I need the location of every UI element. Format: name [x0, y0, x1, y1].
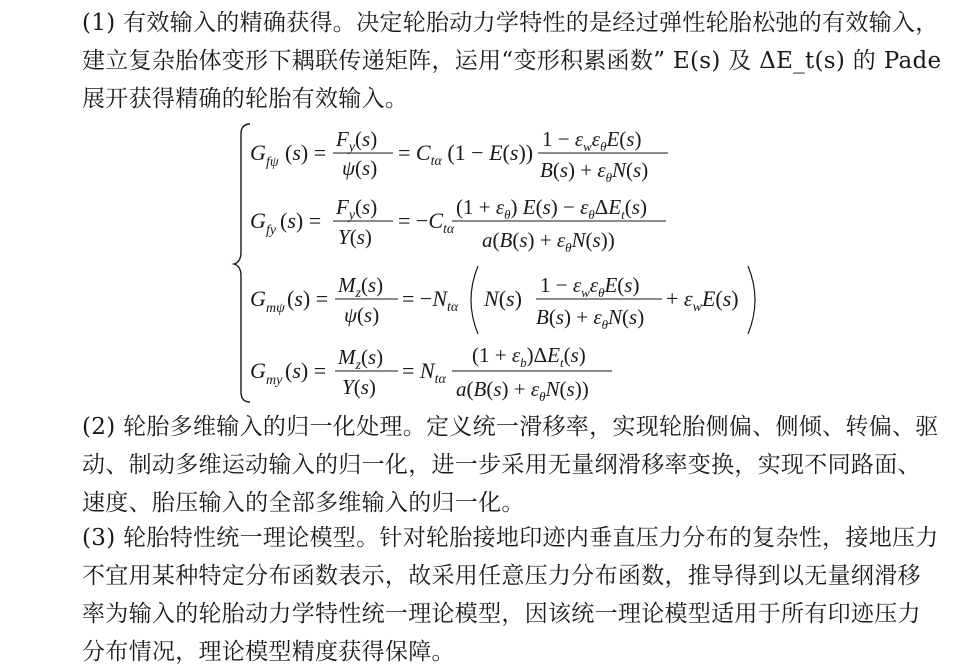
svg-text:fψ: fψ — [266, 155, 279, 170]
svg-text:Fy(s): $F_y(s)$ — [336, 127, 378, 155]
svg-text:ψ(s): ψ(s) — [344, 303, 380, 327]
svg-text:G: G — [250, 286, 266, 311]
svg-text:(1 + εθ) E(s) − εθΔEt(s): $(1 + \varepsilon_\theta)$ $E(s) - \varepsilon_\theta\Delta E_t(s)$ — [456, 195, 647, 222]
svg-text:1 − εwεθE(s): $1 - \varepsilon_w\varepsilon_\theta E(s)$ — [540, 273, 640, 300]
svg-text:my: my — [266, 373, 283, 388]
svg-text:ψ(s): ψ(s) — [342, 156, 378, 180]
svg-text:G: G — [250, 358, 266, 383]
svg-text:= −Ntα: = $-N_{t\alpha}$ — [402, 286, 459, 315]
svg-text:fy: fy — [266, 223, 277, 238]
svg-text:Y(s): Y(s) — [342, 375, 376, 399]
svg-text:Mz(s): $M_z(s)$ — [338, 273, 384, 301]
svg-text:N(s): N(s) — [484, 286, 522, 311]
svg-text:(s) =: (s) = — [287, 286, 329, 311]
left-brace — [234, 124, 250, 402]
paragraph-unified-model: (3) 轮胎特性统一理论模型。针对轮胎接地印迹内垂直压力分布的复杂性，接地压力不宜用某种特定分布函数表示，故采用任意压力分布函数，推导得到以无量纲滑移率为输入的轮胎动力学特性统一理论模型，因该统一理论模型适用于所有印迹压力分布情况，理论模型精度获得保障。 — [82, 525, 939, 665]
paragraph-effective-input: (1) 有效输入的精确获得。决定轮胎动力学特性的是经过弹性轮胎松弛的有效输入，建立复杂胎体变形下耦联传递矩阵，运用“变形积累函数” E(s) 及 ΔE_t(s) 的 Pade 展开获得精确的轮胎有效输入。 — [82, 10, 942, 112]
equation-4 — [250, 343, 612, 404]
svg-text:= Ctα (1 − E(s)): = $C_{t\alpha}$ (1 − E(s)) — [398, 140, 534, 169]
svg-text:+ εwE(s): + $\varepsilon_wE(s)$ — [666, 286, 739, 315]
svg-text:(s) =: (s) = — [285, 358, 327, 383]
svg-text:B(s) + εθN(s): $B(s) + \varepsilon_\theta N(s)$ — [536, 305, 645, 332]
svg-text:G: G — [250, 140, 266, 165]
svg-text:Fy(s): $F_y(s)$ — [336, 195, 378, 223]
svg-text:G: G — [250, 208, 266, 233]
svg-text:= −Ctα: = $-C_{t\alpha}$ — [398, 208, 455, 237]
left-paren — [471, 266, 478, 334]
svg-text:1 − εwεθE(s): $1 - \varepsilon_w\varepsilon_\theta E(s)$ — [542, 127, 642, 154]
paragraph-normalization: (2) 轮胎多维输入的归一化处理。定义统一滑移率，实现轮胎侧偏、侧倾、转偏、驱动、制动多维运动输入的归一化，进一步采用无量纲滑移率变换，实现不同路面、速度、胎压输入的全部多维输入的归一化。 — [82, 414, 939, 516]
right-paren — [748, 266, 755, 334]
svg-text:B(s) + εθN(s): $B(s) + \varepsilon_\theta N(s)$ — [540, 158, 649, 185]
svg-text:a(B(s) + εθN(s)): $a(B(s) + \varepsilon_\theta N(s))$ — [456, 377, 589, 404]
svg-text:mψ: mψ — [266, 301, 285, 316]
svg-text:a(B(s) + εθN(s)): $a(B(s) + \varepsilon_\theta N(s))$ — [482, 228, 615, 255]
svg-text:(1 + εb)ΔEt(s): $(1 + \varepsilon_b)\Delta E_t(s)$ — [472, 343, 586, 370]
equation-1 — [250, 127, 668, 185]
svg-text:= Ntα: = $N_{t\alpha}$ — [402, 358, 446, 387]
svg-text:(s) =: (s) = — [280, 208, 322, 233]
svg-text:Mz(s): $M_z(s)$ — [338, 345, 384, 373]
svg-text:Y(s): Y(s) — [338, 225, 372, 249]
equation-3 — [250, 266, 755, 334]
equation-2 — [250, 195, 666, 255]
svg-text:(s) =: (s) = — [285, 140, 327, 165]
